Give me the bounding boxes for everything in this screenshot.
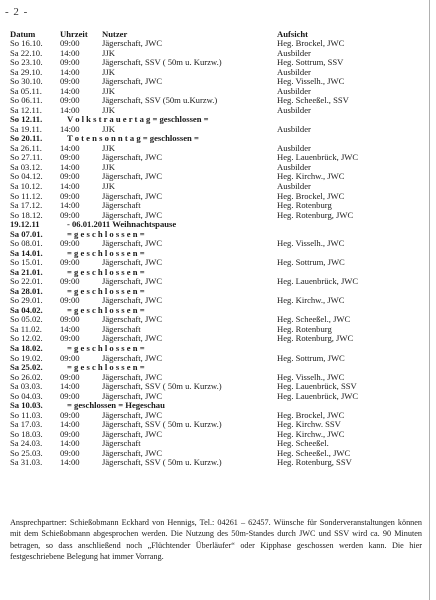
row-note: = g e s c h l o s s e n = (67, 285, 145, 296)
header-datum: Datum (10, 29, 36, 39)
row-note: - 06.01.2011 Weihnachtspause (67, 219, 177, 230)
row-uhrzeit: 09:00 (60, 209, 80, 220)
row-uhrzeit: 09:00 (60, 95, 80, 106)
row-uhrzeit: 09:00 (60, 76, 80, 87)
row-aufsicht: Heg. Rotenburg, SSV (277, 457, 352, 468)
row-nutzer: Jägerschaft (102, 200, 141, 211)
row-nutzer: Jägerschaft, SSV ( 50m u. Kurzw.) (102, 457, 222, 468)
row-datum: Sa 04.02. (10, 304, 43, 315)
row-nutzer: Jägerschaft (102, 438, 141, 449)
page-number: - 2 - (5, 6, 29, 18)
row-datum: Sa 31.03. (10, 457, 43, 468)
row-nutzer: Jägerschaft (102, 323, 141, 334)
row-aufsicht: Ausbilder (277, 104, 311, 115)
row-uhrzeit: 14:00 (60, 180, 80, 191)
row-uhrzeit: 09:00 (60, 238, 80, 249)
row-note: = g e s c h l o s s e n = (67, 362, 145, 373)
row-datum: Sa 26.11. (10, 142, 42, 153)
row-nutzer: Jägerschaft, JWC (102, 238, 163, 249)
row-uhrzeit: 09:00 (60, 38, 80, 48)
row-uhrzeit: 14:00 (60, 381, 80, 392)
row-nutzer: Jägerschaft, JWC (102, 409, 163, 420)
row-aufsicht: Ausbilder (277, 47, 311, 58)
footer-contact-note: Ansprechpartner: Schießobmann Eckhard von Hennigs, Tel.: 04261 – 62457. Wünsche für Sonderveranstaltungen können mit dem Schießobmann abgesprochen werden. Die Nutzung des 50m-Standes durch JWC und SSV wird ca. 90 Minuten betragen, so dass anschließend noch „Flüchtender Überläufer“ oder Kipphase geschossen werden kann. Die hier festgeschriebene Belegung hat immer Vorrang. (10, 518, 422, 562)
row-nutzer: JJK (102, 123, 115, 134)
row-aufsicht: Ausbilder (277, 161, 311, 172)
row-datum: Sa 14.01. (10, 247, 43, 258)
row-uhrzeit: 09:00 (60, 57, 80, 68)
row-nutzer: JJK (102, 180, 115, 191)
row-aufsicht: Ausbilder (277, 180, 311, 191)
row-nutzer: Jägerschaft, JWC (102, 447, 163, 458)
row-nutzer: Jägerschaft, JWC (102, 276, 163, 287)
row-uhrzeit: 14:00 (60, 438, 80, 449)
row-aufsicht: Heg. Kirchw., JWC (277, 295, 345, 306)
schedule-row (10, 458, 430, 468)
row-uhrzeit: 14:00 (60, 85, 80, 96)
row-uhrzeit: 14:00 (60, 161, 80, 172)
row-nutzer: Jägerschaft, JWC (102, 76, 163, 87)
row-aufsicht: Heg. Scheeßel., JWC (277, 314, 351, 325)
row-nutzer: JJK (102, 142, 115, 153)
row-uhrzeit: 09:00 (60, 152, 80, 163)
row-aufsicht: Heg. Lauenbrück, JWC (277, 390, 359, 401)
row-nutzer: Jägerschaft, JWC (102, 333, 163, 344)
row-uhrzeit: 14:00 (60, 47, 80, 58)
row-datum: Sa 05.11. (10, 85, 42, 96)
row-note: = g e s c h l o s s e n = (67, 304, 145, 315)
row-datum: So 26.02. (10, 371, 43, 382)
row-datum: So 04.12. (10, 171, 43, 182)
header-uhrzeit: Uhrzeit (60, 29, 88, 39)
row-note: = g e s c h l o s s e n = (67, 266, 145, 277)
row-datum: Sa 28.01. (10, 285, 43, 296)
row-datum: Sa 18.02. (10, 343, 43, 353)
row-datum: Sa 29.10. (10, 66, 43, 77)
row-nutzer: Jägerschaft, JWC (102, 190, 163, 201)
row-datum: Sa 03.03. (10, 381, 43, 392)
row-nutzer: JJK (102, 47, 115, 58)
row-nutzer: Jägerschaft, JWC (102, 152, 163, 163)
row-aufsicht: Heg. Kirchw., JWC (277, 428, 345, 439)
row-aufsicht: Heg. Brockel, JWC (277, 190, 345, 201)
row-note: = g e s c h l o s s e n = (67, 343, 145, 353)
row-uhrzeit: 14:00 (60, 419, 80, 430)
row-datum: So 12.02. (10, 333, 43, 344)
row-datum: So 19.02. (10, 352, 43, 363)
row-aufsicht: Ausbilder (277, 123, 311, 134)
row-note: T o t e n s o n n t a g = geschlossen = (67, 133, 199, 144)
row-aufsicht: Heg. Brockel, JWC (277, 409, 345, 420)
row-uhrzeit: 09:00 (60, 295, 80, 306)
row-datum: Sa 11.02. (10, 323, 42, 334)
row-nutzer: Jägerschaft, JWC (102, 209, 163, 220)
row-aufsicht: Heg. Scheeßel., JWC (277, 447, 351, 458)
row-nutzer: Jägerschaft, JWC (102, 257, 163, 268)
row-aufsicht: Heg. Visselh., JWC (277, 238, 345, 249)
row-uhrzeit: 14:00 (60, 66, 80, 77)
row-uhrzeit: 09:00 (60, 171, 80, 182)
row-aufsicht: Heg. Lauenbrück, JWC (277, 276, 359, 287)
header-aufsicht: Aufsicht (277, 29, 309, 39)
row-datum: Sa 03.12. (10, 161, 43, 172)
row-datum: So 08.01. (10, 238, 43, 249)
row-datum: Sa 12.11. (10, 104, 42, 115)
row-aufsicht: Heg. Sottrum, JWC (277, 257, 345, 268)
row-uhrzeit: 14:00 (60, 323, 80, 334)
row-nutzer: Jägerschaft, JWC (102, 314, 163, 325)
row-nutzer: JJK (102, 85, 115, 96)
row-uhrzeit: 09:00 (60, 371, 80, 382)
row-datum: So 23.10. (10, 57, 43, 68)
row-datum: So 11.12. (10, 190, 43, 201)
row-datum: So 16.10. (10, 38, 43, 48)
row-uhrzeit: 09:00 (60, 428, 80, 439)
row-uhrzeit: 09:00 (60, 276, 80, 287)
row-datum: Sa 19.11. (10, 123, 42, 134)
row-note: = g e s c h l o s s e n = (67, 228, 145, 239)
row-aufsicht: Heg. Kirchw., JWC (277, 171, 345, 182)
schedule-table (10, 39, 430, 468)
row-nutzer: Jägerschaft, JWC (102, 371, 163, 382)
row-datum: So 18.03. (10, 428, 43, 439)
row-datum: So 25.03. (10, 447, 43, 458)
row-nutzer: Jägerschaft, SSV ( 50m u. Kurzw.) (102, 381, 222, 392)
row-uhrzeit: 09:00 (60, 257, 80, 268)
row-datum: Sa 25.02. (10, 362, 43, 373)
row-uhrzeit: 09:00 (60, 333, 80, 344)
row-aufsicht: Heg. Visselh., JWC (277, 76, 345, 87)
row-datum: So 12.11. (10, 114, 43, 125)
row-datum: So 29.01. (10, 295, 43, 306)
row-datum: So 27.11. (10, 152, 43, 163)
row-datum: So 30.10. (10, 76, 43, 87)
row-note: = g e s c h l o s s e n = (67, 247, 145, 258)
row-aufsicht: Heg. Sottrum, JWC (277, 352, 345, 363)
row-uhrzeit: 14:00 (60, 104, 80, 115)
row-datum: Sa 10.03. (10, 400, 43, 411)
row-aufsicht: Heg. Rotenburg, JWC (277, 209, 354, 220)
row-uhrzeit: 09:00 (60, 447, 80, 458)
row-datum: 19.12.11 (10, 219, 40, 230)
row-nutzer: Jägerschaft, JWC (102, 295, 163, 306)
row-aufsicht: Heg. Visselh., JWC (277, 371, 345, 382)
row-datum: Sa 22.10. (10, 47, 43, 58)
row-nutzer: Jägerschaft, JWC (102, 390, 163, 401)
row-uhrzeit: 14:00 (60, 457, 80, 468)
row-nutzer: Jägerschaft, SSV ( 50m u. Kurzw.) (102, 419, 222, 430)
row-aufsicht: Heg. Scheeßel. (277, 438, 329, 449)
header-nutzer: Nutzer (102, 29, 128, 39)
row-nutzer: JJK (102, 161, 115, 172)
row-nutzer: Jägerschaft, SSV (50m u.Kurzw.) (102, 95, 218, 106)
row-datum: So 20.11. (10, 133, 43, 144)
row-aufsicht: Heg. Rotenburg (277, 200, 332, 211)
row-nutzer: Jägerschaft, SSV ( 50m u. Kurzw.) (102, 57, 222, 68)
row-aufsicht: Ausbilder (277, 142, 311, 153)
row-uhrzeit: 09:00 (60, 390, 80, 401)
row-datum: So 18.12. (10, 209, 43, 220)
row-datum: Sa 24.03. (10, 438, 43, 449)
row-datum: So 11.03. (10, 409, 43, 420)
row-nutzer: Jägerschaft, JWC (102, 171, 163, 182)
row-uhrzeit: 09:00 (60, 352, 80, 363)
row-datum: So 04.03. (10, 390, 43, 401)
row-datum: Sa 21.01. (10, 266, 43, 277)
row-aufsicht: Heg. Sottrum, SSV (277, 57, 344, 68)
row-datum: Sa 10.12. (10, 180, 43, 191)
row-aufsicht: Heg. Rotenburg, JWC (277, 333, 354, 344)
row-nutzer: Jägerschaft, JWC (102, 38, 163, 48)
row-datum: Sa 17.12. (10, 200, 43, 211)
row-aufsicht: Heg. Lauenbrück, JWC (277, 152, 359, 163)
row-datum: So 05.02. (10, 314, 43, 325)
row-uhrzeit: 14:00 (60, 142, 80, 153)
row-datum: So 15.01. (10, 257, 43, 268)
row-nutzer: Jägerschaft, JWC (102, 428, 163, 439)
row-uhrzeit: 14:00 (60, 123, 80, 134)
row-uhrzeit: 09:00 (60, 314, 80, 325)
row-nutzer: JJK (102, 104, 115, 115)
row-uhrzeit: 09:00 (60, 190, 80, 201)
row-aufsicht: Heg. Brockel, JWC (277, 38, 345, 48)
row-datum: So 06.11. (10, 95, 43, 106)
row-aufsicht: Heg. Scheeßel., SSV (277, 95, 349, 106)
row-datum: Sa 17.03. (10, 419, 43, 430)
row-nutzer: Jägerschaft, JWC (102, 352, 163, 363)
row-note: = geschlossen = Hegeschau (67, 400, 165, 411)
row-nutzer: JJK (102, 66, 115, 77)
row-aufsicht: Heg. Lauenbrück, SSV (277, 381, 357, 392)
row-aufsicht: Heg. Kirchw. SSV (277, 419, 341, 430)
row-note: V o l k s t r a u e r t a g = geschlossen = (67, 114, 209, 125)
row-datum: Sa 07.01. (10, 228, 43, 239)
row-aufsicht: Ausbilder (277, 85, 311, 96)
row-aufsicht: Heg. Rotenburg (277, 323, 332, 334)
row-datum: So 22.01. (10, 276, 43, 287)
row-uhrzeit: 14:00 (60, 200, 80, 211)
row-uhrzeit: 09:00 (60, 409, 80, 420)
row-aufsicht: Ausbilder (277, 66, 311, 77)
